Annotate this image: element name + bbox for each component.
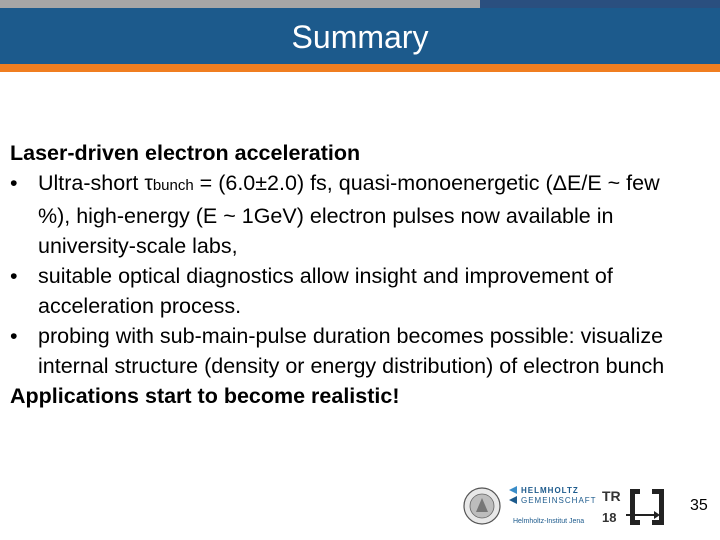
- university-seal-icon: [462, 486, 502, 526]
- list-item: [10, 321, 710, 381]
- page-number: 35: [690, 497, 708, 514]
- list-item: [10, 168, 710, 261]
- helmholtz-mark-icon: [507, 486, 519, 510]
- section-heading: Laser-driven electron acceleration: [10, 141, 361, 165]
- title-banner: [0, 8, 720, 64]
- tr18-logo: [602, 484, 672, 530]
- bullet-text: suitable optical diagnostics allow insight and improvement of acceleration process.: [38, 264, 613, 318]
- institute-name: Helmholtz-Institut Jena: [513, 518, 585, 525]
- helmholtz-name: HELMHOLTZ: [521, 486, 579, 495]
- bullet-icon: •: [10, 171, 18, 195]
- bracket-arrow-icon: [626, 486, 668, 528]
- helmholtz-subname: GEMEINSCHAFT: [521, 496, 597, 505]
- bullet-icon: •: [10, 324, 18, 348]
- tau-subscript: bunch: [152, 177, 194, 194]
- top-dark-bar: [480, 0, 720, 8]
- bullet-list: [10, 168, 710, 381]
- list-item: [10, 261, 710, 321]
- tau-symbol: τ: [144, 171, 153, 195]
- helmholtz-logo: [507, 484, 597, 530]
- bullet-text: probing with sub-main-pulse duration becomes possible: visualize internal structure (density or energy distribution) of electron bunch: [38, 324, 665, 378]
- slide-title: Summary: [291, 19, 429, 55]
- logo-strip: [462, 484, 672, 530]
- bullet-icon: •: [10, 264, 18, 288]
- orange-divider: [0, 64, 720, 72]
- top-gray-bar: [0, 0, 480, 8]
- tr-number: 18: [602, 510, 617, 525]
- conclusion-text: Applications start to become realistic!: [10, 384, 400, 408]
- slide-body: [10, 138, 710, 411]
- bullet-text-post: = (6.0±2.0) fs, quasi-monoenergetic (ΔE/E ~ few %), high-energy (E ~ 1GeV) electron pulses now available in university-scale labs,: [38, 171, 660, 258]
- tr-label: TR: [602, 488, 621, 504]
- bullet-text-pre: Ultra-short: [38, 171, 145, 195]
